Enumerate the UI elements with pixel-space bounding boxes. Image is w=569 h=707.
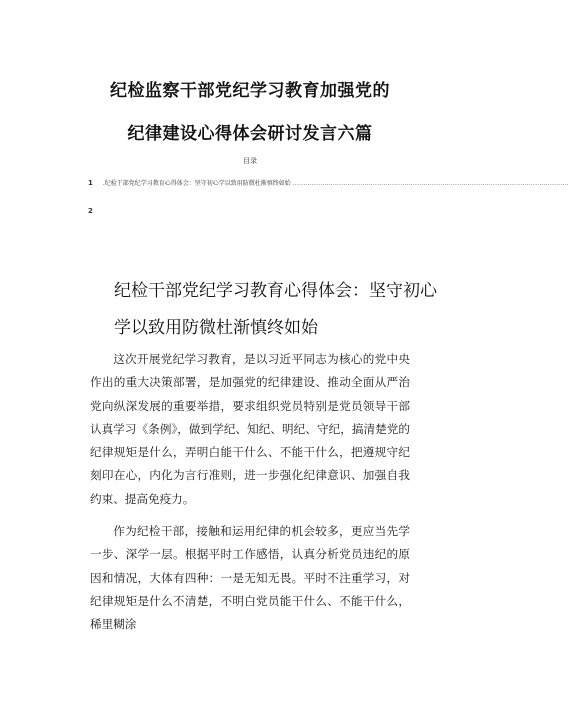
toc-entry-2-number[interactable]: 2	[88, 207, 93, 215]
toc-entry-1[interactable]	[88, 178, 569, 187]
section-title-line-1: 纪检干部党纪学习教育心得体会：坚守初心	[114, 281, 437, 301]
document-title-line-2: 纪律建设心得体会研讨发言六篇	[127, 124, 373, 144]
toc-entry-text: .纪检干部党纪学习教育心得体会：坚守初心学以致用防微杜渐慎终如始	[102, 180, 291, 187]
section-body	[90, 348, 410, 637]
section-title-line-2: 学以致用防微杜渐慎终如始	[114, 318, 318, 338]
toc-heading: 目录	[243, 157, 257, 165]
toc-entry-number: 1	[88, 179, 93, 187]
document-title-line-1: 纪检监察干部党纪学习教育加强党的	[110, 81, 390, 101]
toc-entry-leader-dots: ...................................................................................................................................	[292, 180, 569, 187]
body-paragraph-2: 作为纪检干部，接触和运用纪律的机会较多，更应当先学一步、深学一层。根据平时工作感悟，认真分析党员违纪的原因和情况，大体有四种：一是无知无畏。平时不注重学习，对纪律规矩是什么不清楚，不明白党员能干什么、不能干什么，稀里糊涂	[90, 524, 410, 632]
body-paragraph-1: 这次开展党纪学习教育，是以习近平同志为核心的党中央作出的重大决策部署，是加强党的纪律建设、推动全面从严治党向纵深发展的重要举措，要求组织党员特别是党员领导干部认真学习《条例》，做到学纪、知纪、明纪、守纪，搞清楚党的纪律规矩是什么，弄明白能干什么、不能干什么，把遵规守纪刻印在心，内化为言行准则，进一步强化纪律意识、加强自我约束、提高免疫力。	[90, 352, 410, 506]
